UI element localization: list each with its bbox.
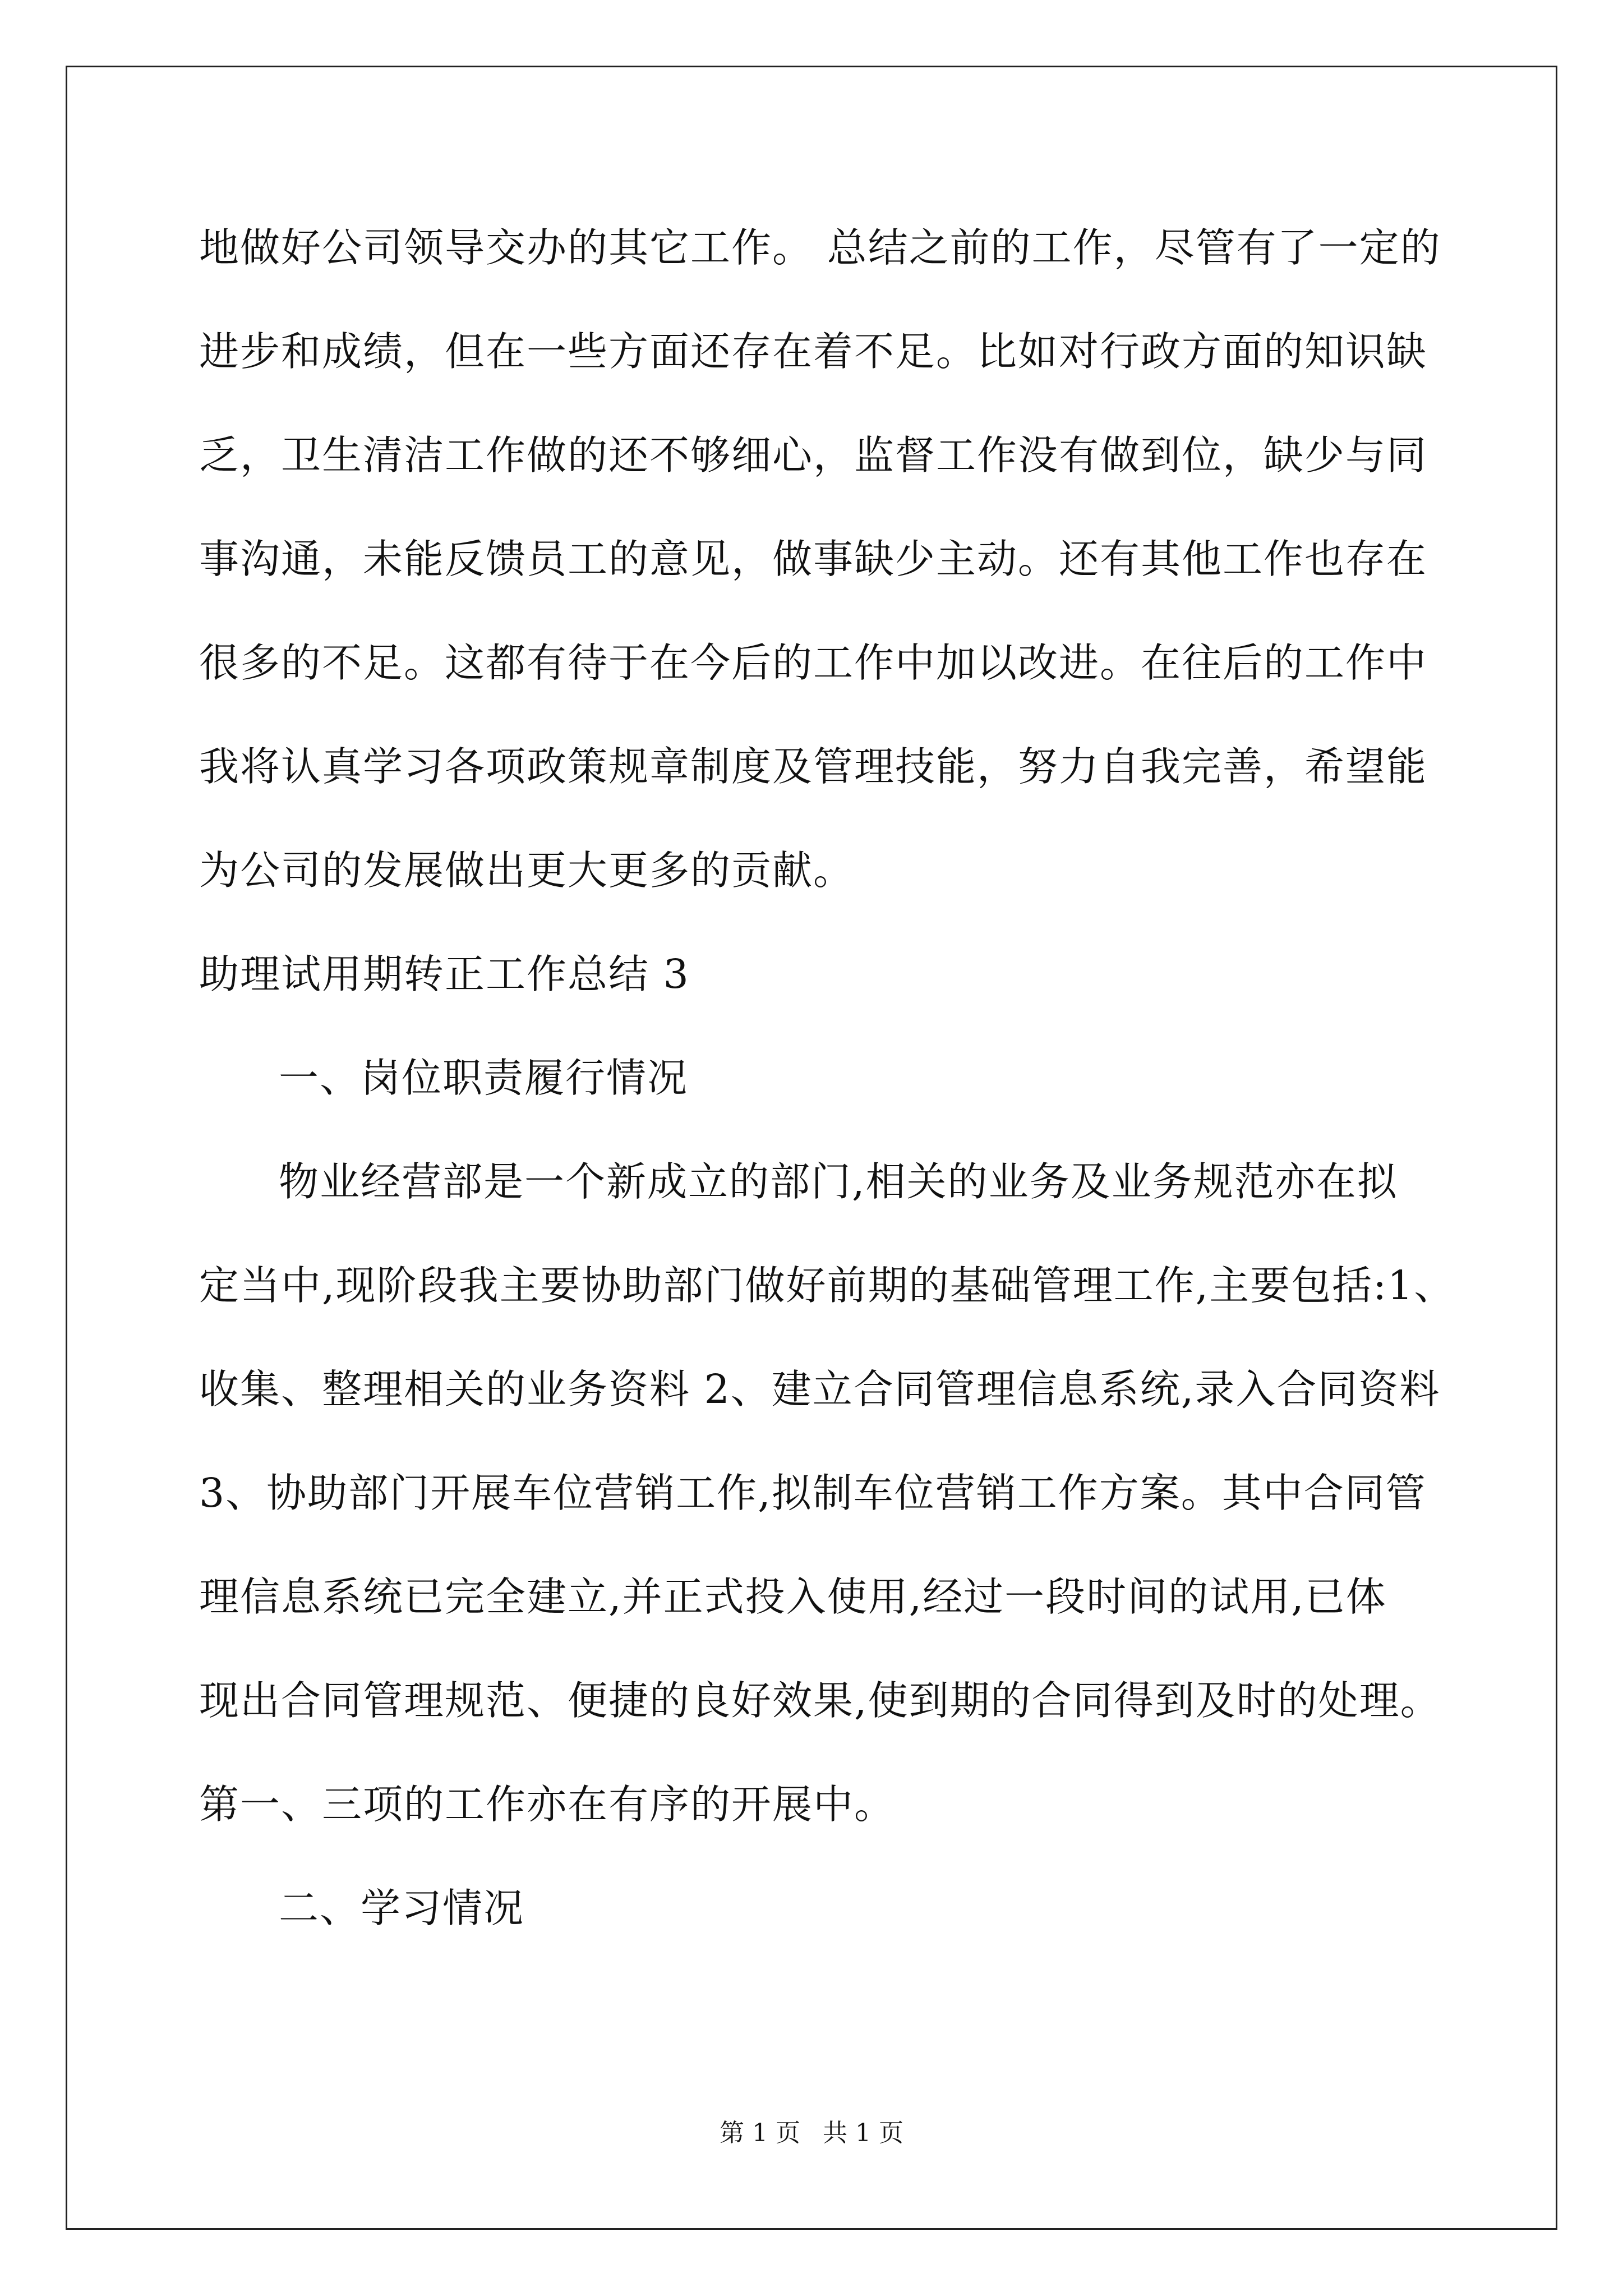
paragraph-line: 收集、整理相关的业务资料 2、建立合同管理信息系统,录入合同资料: [199, 1366, 1441, 1412]
page-footer: [0, 2116, 1623, 2150]
page-number: 第 1 页: [720, 2119, 800, 2147]
text-line: 进步和成绩，但在一些方面还存在着不足。比如对行政方面的知识缺: [199, 328, 1428, 375]
paragraph-line: 定当中,现阶段我主要协助部门做好前期的基础管理工作,主要包括:1、: [199, 1262, 1455, 1309]
paragraph-line: 3、协助部门开展车位营销工作,拟制车位营销工作方案。其中合同管: [199, 1470, 1427, 1516]
paragraph-line: 现出合同管理规范、便捷的良好效果,使到期的合同得到及时的处理。: [199, 1677, 1441, 1724]
paragraph-line: 第一、三项的工作亦在有序的开展中。: [199, 1781, 896, 1828]
heading-study: 二、学习情况: [279, 1885, 525, 1931]
section-title: 助理试用期转正工作总结 3: [199, 951, 690, 997]
text-line: 地做好公司领导交办的其它工作。 总结之前的工作，尽管有了一定的: [199, 224, 1441, 271]
text-line: 事沟通，未能反馈员工的意见，做事缺少主动。还有其他工作也存在: [199, 536, 1428, 582]
text-line: 我将认真学习各项政策规章制度及管理技能，努力自我完善，希望能: [199, 743, 1428, 790]
heading-job-duties: 一、岗位职责履行情况: [279, 1055, 689, 1101]
paragraph-line: 理信息系统已完全建立,并正式投入使用,经过一段时间的试用,已体: [199, 1573, 1387, 1620]
text-line: 很多的不足。这都有待于在今后的工作中加以改进。在往后的工作中: [199, 639, 1428, 686]
paragraph-line: 物业经营部是一个新成立的部门,相关的业务及业务规范亦在拟: [279, 1158, 1398, 1205]
text-line: 为公司的发展做出更大更多的贡献。: [199, 847, 855, 894]
text-line: 乏，卫生清洁工作做的还不够细心，监督工作没有做到位，缺少与同: [199, 432, 1428, 478]
page-total: 共 1 页: [823, 2119, 903, 2147]
